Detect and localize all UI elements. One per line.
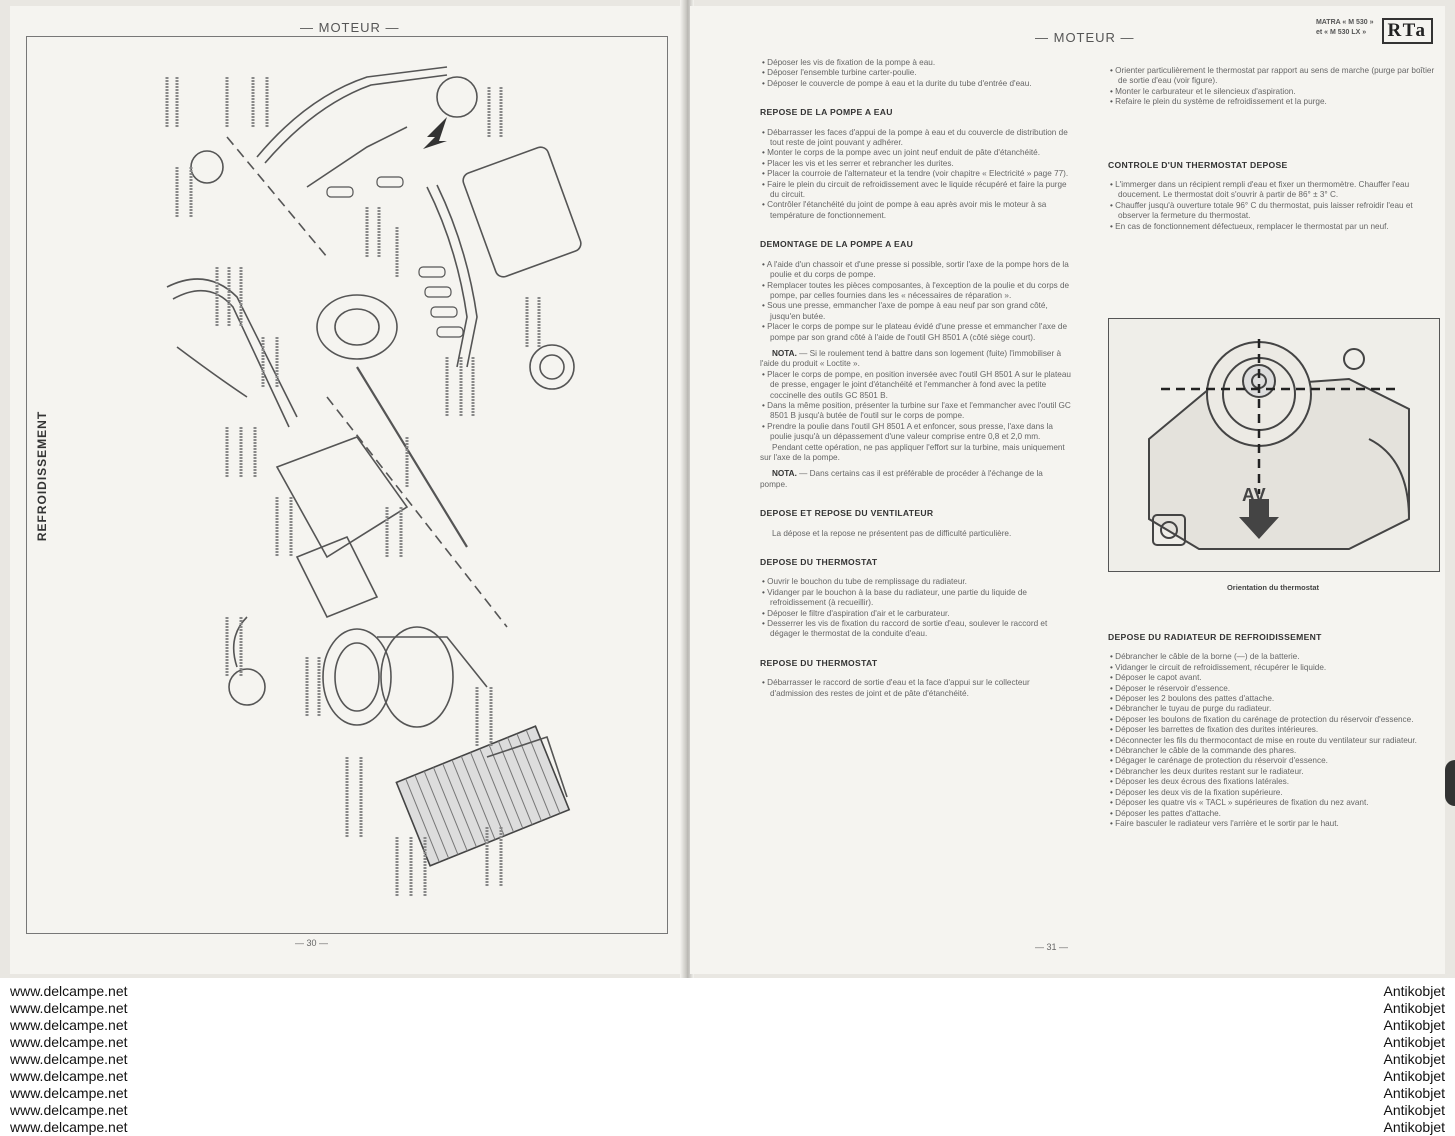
bullet-item: • Prendre la poulie dans l'outil GH 8501 A et enfoncer, sous presse, l'axe dans la poulie jusqu'à un dépassement d'une valeur comprise entre 0,8 et 2,0 mm. — [760, 422, 1072, 443]
watermark-line: Antikobjet — [1383, 1034, 1445, 1050]
watermark-line: Antikobjet — [1383, 983, 1445, 999]
bullet-item: • Vidanger par le bouchon à la base du radiateur, une partie du liquide de refroidissement (à recueillir). — [760, 588, 1072, 609]
running-head-left: — MOTEUR — — [300, 20, 400, 35]
bullet-item: • Faire le plein du circuit de refroidissement avec le liquide récupéré et faire la purge du circuit. — [760, 180, 1072, 201]
bullet-item: • Déposer le couvercle de pompe à eau et la durite du tube d'entrée d'eau. — [760, 79, 1072, 89]
bullet-item: • Ouvrir le bouchon du tube de remplissage du radiateur. — [760, 577, 1072, 587]
nota-text: — Si le roulement tend à battre dans son logement (fuite) l'immobiliser à l'aide du produit « Loctite ». — [760, 348, 1062, 369]
section-heading: CONTROLE D'UN THERMOSTAT DEPOSE — [1108, 159, 1288, 170]
bullet-item: • Déposer les pattes d'attache. — [1108, 809, 1438, 819]
watermark-line: Antikobjet — [1383, 1119, 1445, 1135]
page-tab-marker — [1445, 760, 1455, 806]
section-heading: REPOSE DE LA POMPE A EAU — [760, 107, 893, 118]
watermark-line: www.delcampe.net — [10, 1085, 128, 1101]
bullet-item: • Déposer le capot avant. — [1108, 673, 1438, 683]
page-number-right: — 31 — — [1035, 942, 1069, 952]
section-heading: DEPOSE DU THERMOSTAT — [760, 557, 878, 568]
watermark-line: www.delcampe.net — [10, 1000, 128, 1016]
watermark-left — [10, 983, 128, 1136]
model-reference — [1316, 18, 1374, 38]
watermark-line: www.delcampe.net — [10, 1102, 128, 1118]
watermark-line: Antikobjet — [1383, 1102, 1445, 1118]
nota-text: — Dans certains cas il est préférable de procéder à l'échange de la pompe. — [760, 469, 1043, 489]
demontage-pompe-list-2 — [760, 370, 1072, 443]
watermark-line: www.delcampe.net — [10, 1034, 128, 1050]
bullet-item: • Débarrasser le raccord de sortie d'eau et la face d'appui sur le collecteur d'admission des restes de joint et de pâte d'étanchéité. — [760, 678, 1072, 699]
watermark-line: www.delcampe.net — [10, 1017, 128, 1033]
watermark-line: Antikobjet — [1383, 1000, 1445, 1016]
bullet-item: • Dégager le carénage de protection du réservoir d'essence. — [1108, 756, 1438, 766]
section-heading: DEPOSE ET REPOSE DU VENTILATEUR — [760, 508, 934, 519]
watermark-line: Antikobjet — [1383, 1068, 1445, 1084]
depose-thermostat-list — [760, 577, 1072, 639]
watermark-line: Antikobjet — [1383, 1017, 1445, 1033]
depose-radiateur-list — [1108, 652, 1438, 829]
section-title-vertical: REFROIDISSEMENT — [35, 410, 49, 542]
bullet-item: • Monter le corps de la pompe avec un joint neuf enduit de pâte d'étanchéité. — [760, 148, 1072, 158]
bullet-item: • Débrancher le câble de la borne (—) de la batterie. — [1108, 652, 1438, 662]
thermostat-figure — [1108, 318, 1440, 572]
watermark-right — [1384, 983, 1445, 1136]
nota-paragraph — [760, 349, 1072, 370]
publisher-brand — [1316, 18, 1433, 44]
section-heading: DEPOSE DU RADIATEUR DE REFROIDISSEMENT — [1108, 632, 1322, 642]
watermark-line: www.delcampe.net — [10, 1051, 128, 1067]
direction-arrow-icon — [423, 117, 447, 149]
bullet-item: • En cas de fonctionnement défectueux, remplacer le thermostat par un neuf. — [1108, 222, 1438, 232]
nota-paragraph — [760, 469, 1072, 490]
repose-pompe-list — [760, 128, 1072, 222]
left-page — [10, 6, 682, 974]
bullet-item: • Placer la courroie de l'alternateur et la tendre (voir chapitre « Electricité » page 77). — [760, 169, 1072, 179]
model-line-1: MATRA « M 530 » — [1315, 19, 1374, 26]
bullet-item: • Orienter particulièrement le thermostat par rapport au sens de marche (purge par boîtier de sortie d'eau (voir figure). — [1108, 66, 1438, 87]
figure-caption: Orientation du thermostat — [1226, 583, 1320, 592]
text-column-left — [760, 58, 1072, 699]
running-head-right: — MOTEUR — — [1035, 30, 1135, 45]
bullet-item: • Débrancher le tuyau de purge du radiateur. — [1108, 704, 1438, 714]
bullet-item: • Déposer les boulons de fixation du carénage de protection du réservoir d'essence. — [1108, 715, 1438, 725]
bullet-item: • Dans la même position, présenter la turbine sur l'axe et l'emmancher avec l'outil GC 8501 B jusqu'à butée de l'outil sur le corps de pompe. — [760, 401, 1072, 422]
av-label: AV — [1242, 485, 1266, 505]
nota-label: NOTA. — [772, 469, 797, 479]
bullet-item: • Vidanger le circuit de refroidissement, récupérer le liquide. — [1108, 663, 1438, 673]
bullet-item: • Déposer les deux écrous des fixations latérales. — [1108, 777, 1438, 787]
bullet-item: • Déposer les deux vis de la fixation supérieure. — [1108, 788, 1438, 798]
watermark-line: Antikobjet — [1383, 1051, 1445, 1067]
col-b-top-list — [1108, 66, 1438, 108]
intro-bullet-list — [760, 58, 1072, 89]
bullet-item: • Placer le corps de pompe, en position inversée avec l'outil GH 8501 A sur le plateau de presse, engager le joint d'étanchéité et l'emmancher à fond avec la petite coccinelle des outils GC 8501 B. — [760, 370, 1072, 401]
bullet-item: • Placer le corps de pompe sur le plateau évidé d'une presse et emmancher l'axe de pompe par son grand côté à l'aide de l'outil GH 8501 A (côté siège court). — [760, 322, 1072, 343]
bullet-item: • Monter le carburateur et le silencieux d'aspiration. — [1108, 87, 1438, 97]
bullet-item: • Déposer l'ensemble turbine carter-poulie. — [760, 68, 1072, 78]
text-column-right-top — [1108, 66, 1438, 232]
section-heading: DEMONTAGE DE LA POMPE A EAU — [760, 239, 914, 250]
bullet-item: • Déposer les vis de fixation de la pompe à eau. — [760, 58, 1072, 68]
bullet-item: • Déposer les barrettes de fixation des durites intérieures. — [1108, 725, 1438, 735]
bullet-item: • Déposer les quatre vis « TACL » supérieures de fixation du nez avant. — [1108, 798, 1438, 808]
watermark-line: www.delcampe.net — [10, 983, 128, 999]
watermark-line: Antikobjet — [1383, 1085, 1445, 1101]
model-line-2: et « M 530 LX » — [1315, 29, 1367, 36]
ventilateur-paragraph: La dépose et la repose ne présentent pas de difficulté particulière. — [772, 528, 1012, 538]
page-number-left: — 30 — — [295, 938, 329, 948]
controle-thermostat-list — [1108, 180, 1438, 232]
bullet-item: • Débrancher les deux durites restant sur le radiateur. — [1108, 767, 1438, 777]
watermark-line: www.delcampe.net — [10, 1068, 128, 1084]
bullet-item: • Déposer les 2 boulons des pattes d'attache. — [1108, 694, 1438, 704]
nota-label: NOTA. — [772, 348, 797, 358]
bullet-item: • Faire basculer le radiateur vers l'arrière et le sortir par le haut. — [1108, 819, 1438, 829]
bullet-item: • Remplacer toutes les pièces composantes, à l'exception de la poulie et du corps de pompe, par celles fournies dans les « nécessaires de réparation ». — [760, 281, 1072, 302]
bullet-item: • Débrancher le câble de la commande des phares. — [1108, 746, 1438, 756]
pendant-paragraph: Pendant cette opération, ne pas appliquer l'effort sur la turbine, mais uniquement sur l'axe de la pompe. — [760, 442, 1065, 462]
bullet-item: • Contrôler l'étanchéité du joint de pompe à eau après avoir mis le moteur à sa température de fonctionnement. — [760, 200, 1072, 221]
bullet-item: • Refaire le plein du système de refroidissement et la purge. — [1108, 97, 1438, 107]
bullet-item: • L'immerger dans un récipient rempli d'eau et fixer un thermomètre. Chauffer l'eau doucement. Le thermostat doit s'ouvrir à partir de 86° ± 3° C. — [1108, 180, 1438, 201]
demontage-pompe-list — [760, 260, 1072, 343]
section-heading: REPOSE DU THERMOSTAT — [760, 657, 878, 668]
bullet-item: • Déposer le réservoir d'essence. — [1108, 684, 1438, 694]
bullet-item: • Placer les vis et les serrer et rebrancher les durites. — [760, 159, 1072, 169]
bullet-item: • A l'aide d'un chassoir et d'une presse si possible, sortir l'axe de la pompe hors de la poulie et du corps de pompe. — [760, 260, 1072, 281]
bullet-item: • Chauffer jusqu'à ouverture totale 96° C du thermostat, puis laisser refroidir l'eau et observer la fermeture du thermostat. — [1108, 201, 1438, 222]
bullet-item: • Déposer le filtre d'aspiration d'air et le carburateur. — [760, 609, 1072, 619]
exploded-diagram-frame — [26, 36, 668, 934]
cooling-system-exploded-diagram — [27, 37, 667, 933]
thermostat-housing-drawing — [1109, 319, 1439, 571]
repose-thermostat-list — [760, 678, 1072, 699]
rta-logo: RTa — [1382, 18, 1433, 44]
bullet-item: • Déconnecter les fils du thermocontact de mise en route du ventilateur sur radiateur. — [1108, 736, 1438, 746]
text-column-right-bottom — [1108, 632, 1438, 829]
watermark-line: www.delcampe.net — [10, 1119, 128, 1135]
bullet-item: • Desserrer les vis de fixation du raccord de sortie d'eau, soulever le raccord et dégager le thermostat de la conduite d'eau. — [760, 619, 1072, 640]
bullet-item: • Sous une presse, emmancher l'axe de pompe à eau neuf par son grand côté, jusqu'en butée. — [760, 301, 1072, 322]
bullet-item: • Débarrasser les faces d'appui de la pompe à eau et du couvercle de distribution de tout reste de joint pouvant y adhérer. — [760, 128, 1072, 149]
